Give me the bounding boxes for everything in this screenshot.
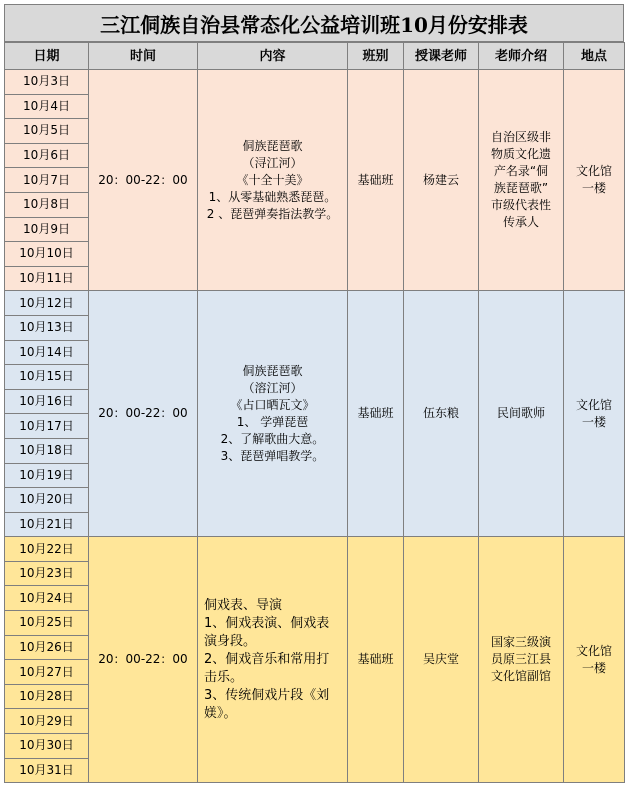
class-cell: 基础班 [348, 291, 404, 537]
table-row [5, 537, 625, 562]
intro-cell [479, 70, 564, 291]
date-cell: 10月28日 [5, 684, 89, 709]
date-cell: 10月14日 [5, 340, 89, 365]
content-line: 侗族琵琶歌 [242, 363, 303, 378]
teacher-cell: 吴庆堂 [404, 537, 479, 783]
content-line: 3、琵琶弹唱教学。 [220, 448, 325, 463]
place-line: 一楼 [581, 414, 606, 429]
content-line: 1、 学弹琵琶 [236, 414, 309, 429]
content-line: 2、了解歌曲大意。 [220, 431, 325, 446]
content-line: （溶江河） [242, 380, 303, 395]
intro-line: 传承人 [502, 215, 539, 230]
date-cell: 10月19日 [5, 463, 89, 488]
intro-line: 自治区级非 [490, 130, 551, 145]
date-cell: 10月4日 [5, 94, 89, 119]
table-row [5, 291, 625, 316]
time-cell: 20：00-22：00 [89, 291, 198, 537]
intro-cell [479, 291, 564, 537]
content-line: 3、传统侗戏片段《刘 [204, 687, 330, 703]
date-cell: 10月7日 [5, 168, 89, 193]
place-line: 一楼 [581, 181, 606, 196]
date-cell: 10月20日 [5, 488, 89, 513]
time-cell: 20：00-22：00 [89, 70, 198, 291]
content-line: 侗族琵琶歌 [242, 138, 303, 153]
date-cell: 10月26日 [5, 635, 89, 660]
time-cell: 20：00-22：00 [89, 537, 198, 783]
content-line: 1、侗戏表演、侗戏表 [204, 615, 330, 631]
intro-line: 文化馆副馆 [490, 669, 551, 684]
date-cell: 10月15日 [5, 365, 89, 390]
date-cell: 10月9日 [5, 217, 89, 242]
content-cell [198, 291, 348, 537]
content-line: 演身段。 [204, 633, 257, 649]
class-cell: 基础班 [348, 70, 404, 291]
date-cell: 10月30日 [5, 734, 89, 759]
content-line: 《占口晒瓦文》 [230, 397, 315, 412]
content-line: 媄》。 [204, 705, 237, 721]
place-cell [564, 537, 625, 783]
content-cell [198, 537, 348, 783]
date-cell: 10月31日 [5, 758, 89, 783]
date-cell: 10月24日 [5, 586, 89, 611]
date-cell: 10月8日 [5, 192, 89, 217]
header-row [5, 43, 625, 70]
content-line: 侗戏表、导演 [204, 597, 283, 613]
teacher-cell: 杨建云 [404, 70, 479, 291]
date-cell: 10月21日 [5, 512, 89, 537]
content-cell [198, 70, 348, 291]
teacher-cell: 伍东粮 [404, 291, 479, 537]
date-cell: 10月27日 [5, 660, 89, 685]
place-line: 文化馆 [575, 164, 612, 179]
date-cell: 10月12日 [5, 291, 89, 316]
place-cell [564, 70, 625, 291]
sheet-title: 三江侗族自治县常态化公益培训班10月份安排表 [4, 4, 624, 42]
date-cell: 10月29日 [5, 709, 89, 734]
intro-line: 市级代表性 [490, 198, 551, 213]
content-line: （浔江河） [242, 155, 303, 170]
content-line: 《十全十美》 [236, 172, 309, 187]
place-line: 文化馆 [575, 397, 612, 412]
place-line: 一楼 [581, 660, 606, 675]
place-cell [564, 291, 625, 537]
header-date: 日期 [5, 43, 89, 70]
content-line: 2、侗戏音乐和常用打 [204, 651, 330, 667]
header-intro: 老师介绍 [479, 43, 564, 70]
date-cell: 10月22日 [5, 537, 89, 562]
date-cell: 10月10日 [5, 242, 89, 267]
intro-line: 国家三级演 [490, 635, 551, 650]
date-cell: 10月18日 [5, 438, 89, 463]
table-row [5, 70, 625, 95]
content-line: 1、从零基础熟悉琵琶。 [208, 189, 337, 204]
header-place: 地点 [564, 43, 625, 70]
header-content: 内容 [198, 43, 348, 70]
content-line: 击乐。 [204, 669, 244, 685]
intro-cell [479, 537, 564, 783]
intro-line: 员原三江县 [490, 652, 551, 667]
date-cell: 10月5日 [5, 119, 89, 144]
intro-line: 民间歌师 [496, 406, 545, 421]
header-time: 时间 [89, 43, 198, 70]
header-teacher: 授课老师 [404, 43, 479, 70]
date-cell: 10月25日 [5, 611, 89, 636]
date-cell: 10月11日 [5, 266, 89, 291]
place-line: 文化馆 [575, 643, 612, 658]
intro-line: 产名录“侗 [493, 164, 549, 179]
class-cell: 基础班 [348, 537, 404, 783]
schedule-body [5, 70, 625, 783]
date-cell: 10月13日 [5, 315, 89, 340]
date-cell: 10月6日 [5, 143, 89, 168]
content-line: 2 、琵琶弹奏指法教学。 [206, 206, 339, 221]
date-cell: 10月16日 [5, 389, 89, 414]
date-cell: 10月17日 [5, 414, 89, 439]
intro-line: 族琵琶歌” [493, 181, 549, 196]
header-class: 班别 [348, 43, 404, 70]
schedule-table [4, 42, 625, 783]
intro-line: 物质文化遗 [490, 147, 551, 162]
date-cell: 10月23日 [5, 561, 89, 586]
date-cell: 10月3日 [5, 70, 89, 95]
